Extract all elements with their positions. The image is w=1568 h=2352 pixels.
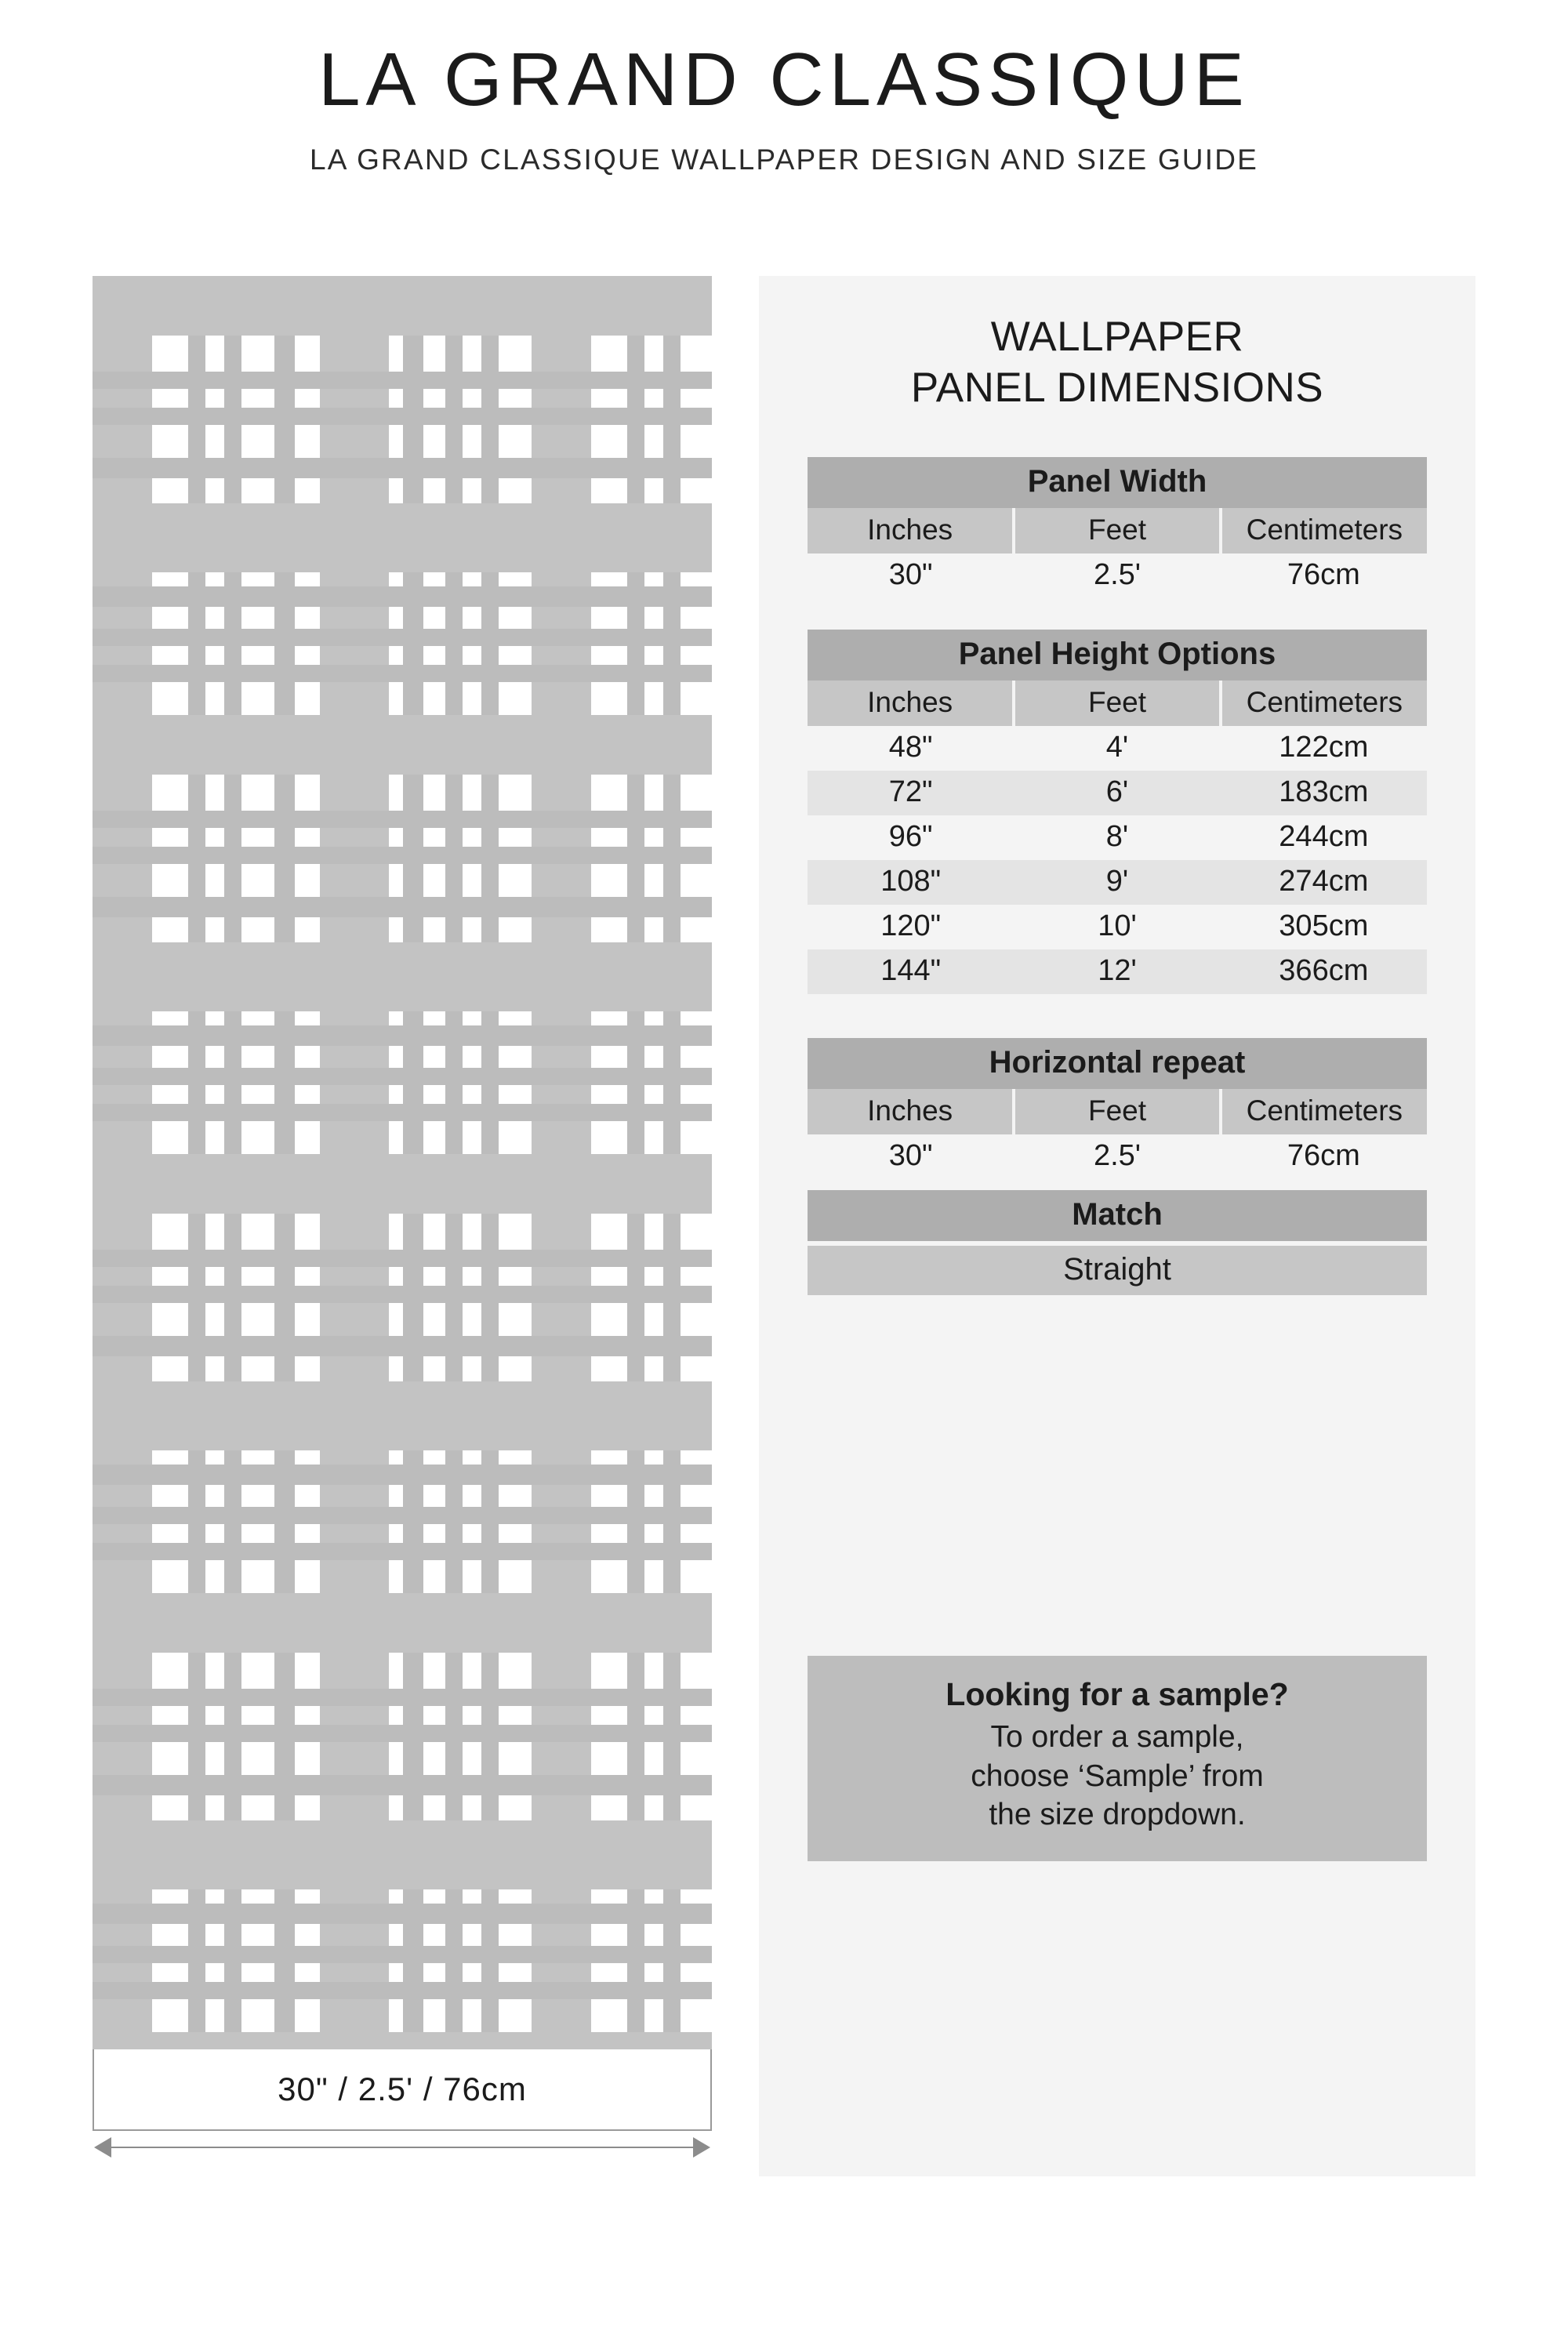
panel-heading-line2: PANEL DIMENSIONS (910, 364, 1324, 411)
width-dimension-arrow (93, 2131, 712, 2165)
table-row (808, 905, 1427, 949)
cell-inches: 30" (888, 558, 933, 592)
cell-centimeters: 366cm (1221, 949, 1427, 994)
panel-height-heading-row (808, 630, 1427, 681)
sample-callout (808, 1656, 1427, 1861)
table-row (808, 554, 1427, 598)
cell-inches: 96" (888, 820, 933, 854)
dimensions-panel (759, 276, 1475, 2176)
panel-height-heading: Panel Height Options (808, 630, 1427, 681)
cell-inches: 144" (808, 949, 1014, 994)
table-row (808, 771, 1427, 815)
panel-heading-line1: WALLPAPER (990, 314, 1244, 360)
cell-inches: 30" (888, 1139, 933, 1173)
horizontal-repeat-heading-row (808, 1038, 1427, 1089)
arrow-line (97, 2147, 707, 2148)
page-title: LA GRAND CLASSIQUE (318, 38, 1250, 122)
cell-inches: 120" (880, 909, 942, 943)
panel-width-heading-row (808, 457, 1427, 508)
sample-callout-heading: Looking for a sample? (946, 1676, 1289, 1712)
cell-centimeters: 76cm (1287, 558, 1360, 592)
table-row (808, 1134, 1427, 1179)
column-header-centimeters: Centimeters (1221, 508, 1427, 554)
pattern-swatch-area (93, 276, 712, 2165)
panel-width-table (808, 457, 1427, 598)
panel-width-heading: Panel Width (808, 457, 1427, 508)
arrow-right-icon (693, 2137, 710, 2158)
column-header-inches: Inches (808, 1089, 1014, 1134)
cell-feet: 4' (1105, 731, 1129, 764)
cell-feet: 6' (1014, 771, 1220, 815)
cell-feet: 2.5' (1093, 558, 1142, 592)
cell-centimeters: 122cm (1279, 731, 1369, 764)
column-header-inches: Inches (808, 681, 1014, 726)
panel-heading (759, 276, 1475, 413)
sample-callout-line1: To order a sample, (990, 1720, 1244, 1754)
column-header-centimeters: Centimeters (1221, 1089, 1427, 1134)
cell-feet: 9' (1014, 860, 1220, 905)
column-header-feet: Feet (1014, 1089, 1220, 1134)
cell-feet: 12' (1014, 949, 1220, 994)
page-subtitle: LA GRAND CLASSIQUE WALLPAPER DESIGN AND SIZE GUIDE (309, 143, 1258, 176)
cell-centimeters: 305cm (1279, 909, 1369, 943)
column-header-inches: Inches (808, 508, 1014, 554)
wallpaper-pattern-preview (93, 276, 712, 2049)
panel-height-table (808, 630, 1427, 994)
sample-callout-line2: choose ‘Sample’ from (971, 1759, 1264, 1793)
table-row (808, 949, 1427, 994)
table-row (808, 815, 1427, 860)
cell-centimeters: 274cm (1221, 860, 1427, 905)
cell-centimeters: 183cm (1221, 771, 1427, 815)
cell-inches: 48" (888, 731, 933, 764)
table-row (808, 726, 1427, 771)
match-heading: Match (808, 1190, 1427, 1241)
match-value: Straight (808, 1246, 1427, 1295)
column-header-feet: Feet (1014, 508, 1220, 554)
cell-centimeters: 76cm (1287, 1139, 1360, 1173)
cell-inches: 108" (808, 860, 1014, 905)
swatch-width-label: 30" / 2.5' / 76cm (278, 2071, 527, 2107)
cell-feet: 10' (1098, 909, 1137, 943)
table-row (808, 860, 1427, 905)
panel-width-column-header (808, 508, 1427, 554)
cell-centimeters: 244cm (1279, 820, 1369, 854)
page-header (0, 0, 1568, 176)
column-header-feet: Feet (1014, 681, 1220, 726)
swatch-width-caption-box (93, 2049, 712, 2131)
sample-callout-line3: the size dropdown. (989, 1798, 1246, 1832)
horizontal-repeat-heading: Horizontal repeat (808, 1038, 1427, 1089)
cell-inches: 72" (808, 771, 1014, 815)
arrow-left-icon (94, 2137, 111, 2158)
horizontal-repeat-table (808, 1038, 1427, 1179)
cell-feet: 2.5' (1093, 1139, 1142, 1173)
column-header-centimeters: Centimeters (1221, 681, 1427, 726)
panel-height-column-header (808, 681, 1427, 726)
cell-feet: 8' (1105, 820, 1129, 854)
horizontal-repeat-column-header (808, 1089, 1427, 1134)
